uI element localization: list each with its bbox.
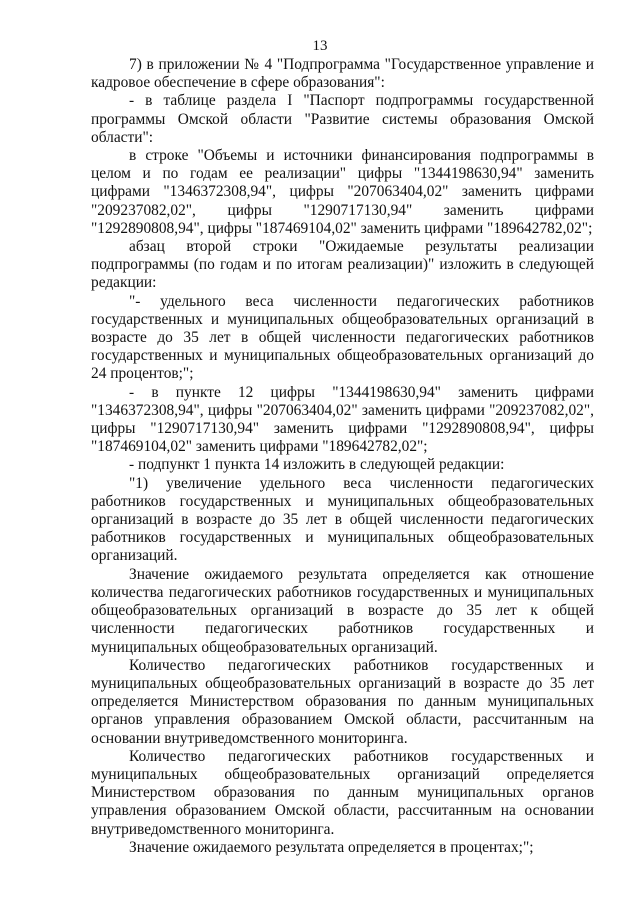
paragraph-quoted-indicator: "- удельного веса численности педагогических работников государственных и муниципальных общеобразовательных организаций в возрасте до 35 лет в общей численности педагогических работников государственных и муниципальных общеобразовательных организаций до 24 процентов;"; bbox=[91, 292, 594, 383]
paragraph-item-12: - в пункте 12 цифры "1344198630,94" заменить цифрами "1346372308,94", цифры "207063404,02" заменить цифрами "209237082,02", цифры "1290717130,94" заменить цифрами "1292890808,94", цифры "187469104,02" заменить цифрами "189642782,02"; bbox=[91, 383, 594, 456]
paragraph-table-section-1: - в таблице раздела I "Паспорт подпрограммы государственной программы Омской области "Развитие системы образования Омской области": bbox=[91, 92, 594, 146]
document-body bbox=[91, 56, 594, 857]
paragraph-count-total: Количество педагогических работников государственных и муниципальных общеобразовательных организаций определяется Министерством образования по данным муниципальных органов управления образованием Омской области, рассчитанным на основании внутриведомственного мониторинга. bbox=[91, 747, 594, 838]
paragraph-expected-results-row: абзац второй строки "Ожидаемые результаты реализации подпрограммы (по годам и по итогам реализации)" изложить в следующей редакции: bbox=[91, 238, 594, 292]
paragraph-subitem-1: "1) увеличение удельного веса численности педагогических работников государственных и муниципальных общеобразовательных организаций в возрасте до 35 лет в общей численности педагогических работников государственных и муниципальных общеобразовательных организаций. bbox=[91, 474, 594, 565]
paragraph-value-definition: Значение ожидаемого результата определяется как отношение количества педагогических работников государственных и муниципальных общеобразовательных организаций в возрасте до 35 лет к общей численности педагогических работников государственных и муниципальных общеобразовательных организаций. bbox=[91, 565, 594, 656]
page-number: 13 bbox=[312, 38, 328, 54]
paragraph-percent-note: Значение ожидаемого результата определяется в процентах;"; bbox=[129, 838, 534, 856]
paragraph-funding-row: в строке "Объемы и источники финансирования подпрограммы в целом и по годам ее реализации" цифры "1344198630,94" заменить цифрами "1346372308,94", цифры "207063404,02" заменить цифрами "209237082,02", цифры "1290717130,94" заменить цифрами "1292890808,94", цифры "187469104,02" заменить цифрами "189642782,02"; bbox=[91, 147, 594, 237]
paragraph-count-under-35: Количество педагогических работников государственных и муниципальных общеобразовательных организаций в возрасте до 35 лет определяется Министерством образования по данным муниципальных органов управления образованием Омской области, рассчитанным на основании внутриведомственного мониторинга. bbox=[91, 656, 594, 747]
paragraph-item-14-intro: - подпункт 1 пункта 14 изложить в следующей редакции: bbox=[129, 456, 505, 474]
paragraph-appendix-4-intro: 7) в приложении № 4 "Подпрограмма "Государственное управление и кадровое обеспечение в сфере образования": bbox=[91, 56, 594, 92]
